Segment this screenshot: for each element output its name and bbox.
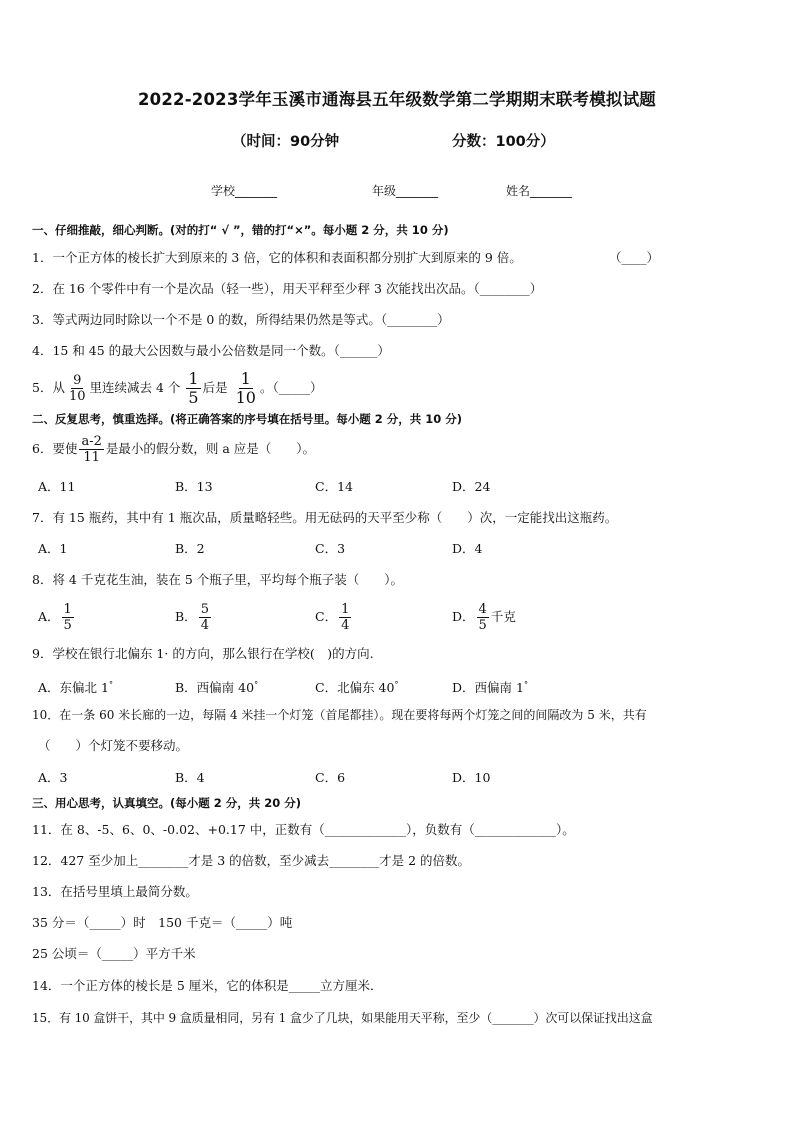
- option-label: C．: [315, 609, 338, 624]
- degree-mark: °: [394, 680, 399, 689]
- q10-option-d[interactable]: D．10: [452, 770, 491, 785]
- fraction-1-5: [186, 371, 200, 406]
- q10-option-b[interactable]: B．4: [175, 770, 205, 785]
- q8-option-c[interactable]: [315, 597, 353, 637]
- question-5-part-d[interactable]: 。（_____）: [259, 380, 323, 395]
- option-text: B．西偏南 40: [175, 680, 255, 696]
- q6-option-b[interactable]: B．13: [175, 479, 213, 494]
- fraction-denominator: 4: [341, 618, 350, 633]
- exam-subtitle: [0, 130, 794, 150]
- fraction-denominator: 5: [63, 618, 72, 633]
- option-text: C．北偏东 40: [315, 680, 395, 696]
- school-field[interactable]: 学校_______: [211, 184, 278, 198]
- question-6-part-b: 是最小的假分数，则 a 应是（ ）。: [105, 441, 316, 456]
- question-11: 11．在 8、-5、6、0、-0.02、+0.17 中，正数有（_____________），负数有（_____________）。: [32, 822, 575, 837]
- fraction-1-4: [339, 603, 351, 632]
- fraction-denominator: 5: [188, 388, 199, 407]
- q9-option-a[interactable]: [38, 676, 113, 697]
- question-13-part-b: 25 公顷＝（_____）平方千米: [32, 946, 196, 961]
- question-6-part-a: 6．要使: [32, 441, 78, 456]
- degree-mark: °: [108, 680, 113, 689]
- fraction-5-4: [199, 603, 211, 632]
- fraction-1-10: [234, 371, 258, 406]
- question-13: 13．在括号里填上最简分数。: [32, 884, 198, 899]
- question-2: 2．在 16 个零件中有一个是次品（轻一些），用天平秤至少秤 3 次能找出次品。（________）: [32, 281, 543, 296]
- q8-option-b[interactable]: [175, 597, 213, 637]
- question-5-part-b: 里连续减去 4 个: [89, 380, 181, 395]
- question-1-blank[interactable]: （____）: [609, 250, 660, 265]
- unit-label: 千克: [490, 609, 516, 624]
- fraction-9-10: [67, 374, 88, 403]
- degree-mark: °: [523, 680, 528, 689]
- q7-option-b[interactable]: B．2: [175, 541, 205, 556]
- fraction-denominator: 10: [235, 388, 256, 407]
- fraction-numerator: a-2: [81, 434, 102, 449]
- question-10-line-2: （ ）个灯笼不要移动。: [38, 738, 189, 753]
- q9-option-d[interactable]: [452, 676, 528, 697]
- q8-option-a[interactable]: [38, 597, 76, 637]
- section-3-heading: 三、用心思考，认真填空。(每小题 2 分，共 20 分): [32, 796, 302, 810]
- exam-score: 分数：100分）: [452, 134, 555, 150]
- question-5: [32, 369, 322, 409]
- fraction-a-minus-2-over-11: [79, 435, 103, 464]
- q7-option-a[interactable]: A．1: [38, 541, 68, 556]
- fraction-denominator: 11: [83, 450, 100, 465]
- question-7: 7．有 15 瓶药，其中有 1 瓶次品，质量略轻些。用无砝码的天平至少称（ ）次，一定能找出这瓶药。: [32, 510, 618, 525]
- question-5-part-a: 5．从: [32, 380, 65, 395]
- grade-field[interactable]: 年级_______: [372, 184, 439, 198]
- fraction-denominator: 10: [68, 389, 86, 404]
- question-12: 12．427 至少加上________才是 3 的倍数，至少减去________才是 2 的倍数。: [32, 853, 471, 868]
- question-14: 14．一个正方体的棱长是 5 厘米，它的体积是_____立方厘米．: [32, 978, 383, 993]
- option-label: B．: [175, 609, 197, 624]
- q8-option-d[interactable]: [452, 597, 516, 637]
- question-15: 15．有 10 盒饼干，其中 9 盒质量相同，另有 1 盒少了几块，如果能用天平称，至少（_______）次可以保证找出这盒: [32, 1011, 653, 1025]
- q10-option-a[interactable]: A．3: [38, 770, 68, 785]
- option-text: A．东偏北 1: [38, 680, 109, 696]
- exam-time: （时间：90分钟: [232, 134, 340, 150]
- q7-option-c[interactable]: C．3: [315, 541, 346, 556]
- fraction-numerator: 1: [188, 369, 199, 388]
- q7-option-d[interactable]: D．4: [452, 541, 483, 556]
- q10-option-c[interactable]: C．6: [315, 770, 346, 785]
- section-1-heading: 一、仔细推敲，细心判断。(对的打“ √ ”，错的打“×”。每小题 2 分，共 10 分): [32, 223, 449, 237]
- fraction-numerator: 9: [73, 373, 82, 388]
- question-8: 8．将 4 千克花生油，装在 5 个瓶子里，平均每个瓶子装（ ）。: [32, 572, 404, 587]
- question-5-part-c: 后是: [202, 380, 228, 395]
- question-1: [32, 249, 522, 267]
- option-label: A．: [38, 609, 60, 624]
- question-4: 4．15 和 45 的最大公因数与最小公倍数是同一个数。（______）: [32, 343, 390, 358]
- fraction-numerator: 1: [341, 602, 350, 617]
- fraction-4-5: [477, 603, 489, 632]
- fraction-denominator: 4: [200, 618, 209, 633]
- q6-option-d[interactable]: D．24: [452, 479, 491, 494]
- q9-option-c[interactable]: [315, 676, 398, 697]
- fraction-numerator: 4: [478, 602, 487, 617]
- section-2-heading: 二、反复思考，慎重选择。(将正确答案的序号填在括号里。每小题 2 分，共 10 分): [32, 412, 463, 426]
- question-10-line-1: 10．在一条 60 米长廊的一边，每隔 4 米挂一个灯笼（首尾都挂）。现在要将每两个灯笼之间的间隔改为 5 米，共有: [32, 708, 647, 722]
- q6-option-c[interactable]: C．14: [315, 479, 353, 494]
- fraction-numerator: 1: [240, 369, 251, 388]
- question-9: 9．学校在银行北偏东 1· 的方向，那么银行在学校( )的方向.: [32, 646, 374, 661]
- degree-mark: °: [254, 680, 259, 689]
- student-info-fields: [0, 182, 794, 200]
- question-1-text: 1．一个正方体的棱长扩大到原来的 3 倍，它的体积和表面积都分别扩大到原来的 9 倍。: [32, 250, 522, 265]
- option-label: D．: [452, 609, 475, 624]
- option-text: D．西偏南 1: [452, 680, 524, 696]
- fraction-denominator: 5: [478, 618, 487, 633]
- q9-option-b[interactable]: [175, 676, 258, 697]
- question-3: 3．等式两边同时除以一个不是 0 的数，所得结果仍然是等式。（________）: [32, 312, 450, 327]
- question-13-part-a: 35 分＝（_____）时 150 千克＝（_____）吨: [32, 915, 293, 930]
- fraction-numerator: 5: [200, 602, 209, 617]
- name-field[interactable]: 姓名_______: [506, 184, 573, 198]
- fraction-1-5: [62, 603, 74, 632]
- exam-title: 2022-2023学年玉溪市通海县五年级数学第二学期期末联考模拟试题: [138, 90, 656, 109]
- question-6: [32, 430, 315, 472]
- fraction-numerator: 1: [63, 602, 72, 617]
- q6-option-a[interactable]: A．11: [38, 479, 76, 494]
